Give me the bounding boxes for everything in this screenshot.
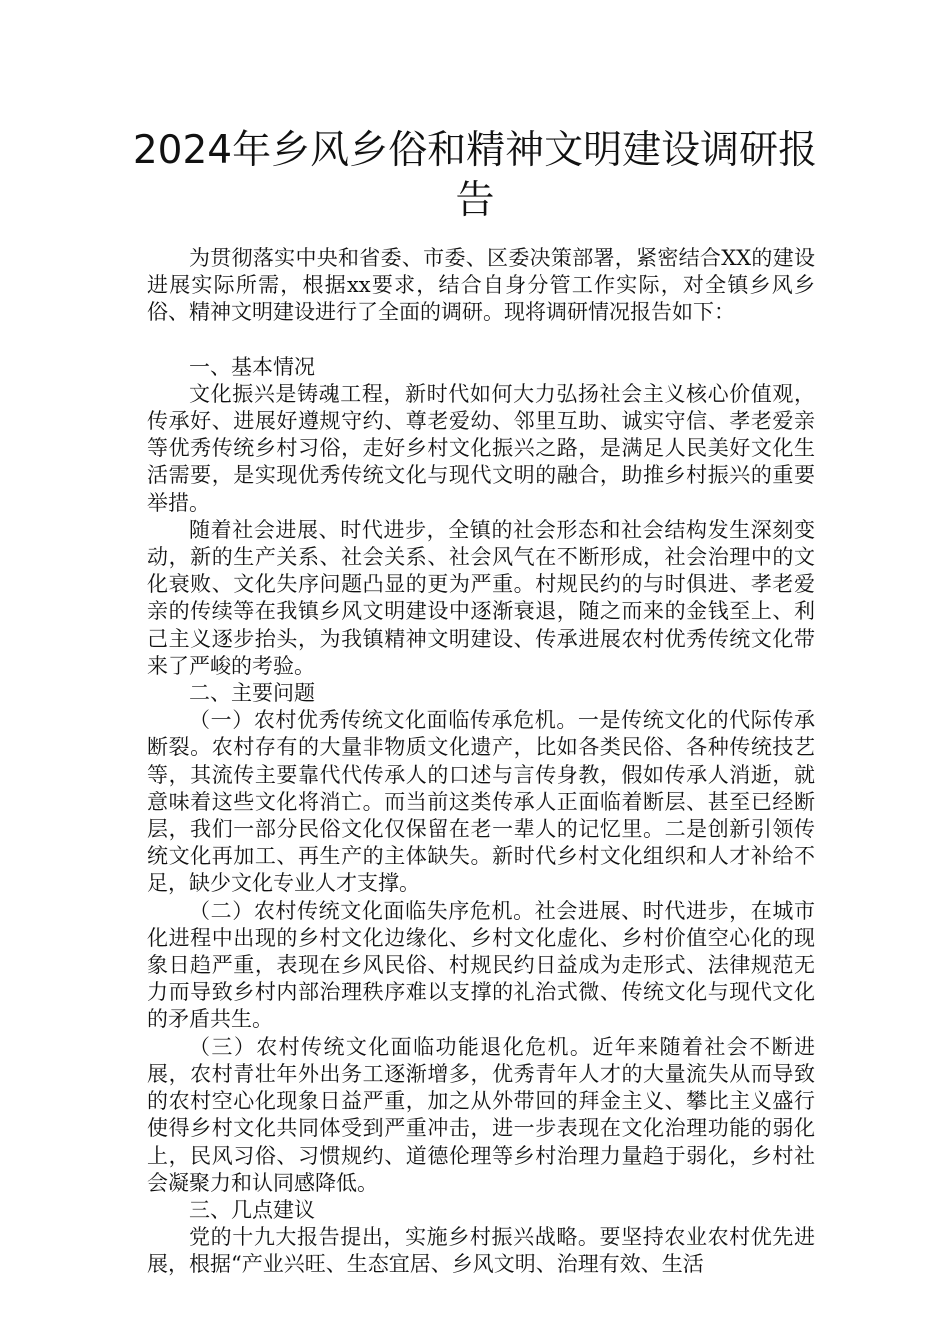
body-paragraph: 党的十九大报告提出，实施乡村振兴战略。要坚持农业农村优先进展，根据“产业兴旺、生态宜居、乡风文明、治理有效、生活: [147, 1225, 815, 1277]
document-title: 2024年乡风乡俗和精神文明建设调研报告: [132, 128, 818, 223]
section-heading-basic: 一、基本情况: [189, 354, 315, 379]
body-paragraph: （二）农村传统文化面临失序危机。社会进展、时代进步，在城市化进程中出现的乡村文化边缘化、乡村文化虚化、乡村价值空心化的现象日趋严重，表现在乡风民俗、村规民约日益成为走形式、法律规范无力而导致乡村内部治理秩序难以支撑的礼治式微、传统文化与现代文化的矛盾共生。: [147, 898, 815, 1032]
document-body: [147, 245, 815, 1279]
intro-paragraph: 为贯彻落实中央和省委、市委、区委决策部署，紧密结合XX的建设进展实际所需，根据xx要求，结合自身分管工作实际，对全镇乡风乡俗、精神文明建设进行了全面的调研。现将调研情况报告如下：: [147, 246, 815, 325]
body-paragraph: （一）农村优秀传统文化面临传承危机。一是传统文化的代际传承断裂。农村存有的大量非物质文化遗产，比如各类民俗、各种传统技艺等，其流传主要靠代代传承人的口述与言传身教，假如传承人消逝，就意味着这些文化将消亡。而当前这类传承人正面临着断层、甚至已经断层，我们一部分民俗文化仅保留在老一辈人的记忆里。二是创新引领传统文化再加工、再生产的主体缺失。新时代乡村文化组织和人才补给不足，缺少文化专业人才支撑。: [147, 708, 815, 896]
body-paragraph: 随着社会进展、时代进步，全镇的社会形态和社会结构发生深刻变动，新的生产关系、社会关系、社会风气在不断形成，社会治理中的文化衰败、文化失序问题凸显的更为严重。村规民约的与时俱进、孝老爱亲的传续等在我镇乡风文明建设中逐渐衰退，随之而来的金钱至上、利己主义逐步抬头，为我镇精神文明建设、传承进展农村优秀传统文化带来了严峻的考验。: [147, 517, 815, 678]
section-heading-suggestions: 三、几点建议: [189, 1197, 315, 1222]
section-heading-problems: 二、主要问题: [189, 681, 315, 706]
body-paragraph: 文化振兴是铸魂工程，新时代如何大力弘扬社会主义核心价值观，传承好、进展好遵规守约、尊老爱幼、邻里互助、诚实守信、孝老爱亲等优秀传统乡村习俗，走好乡村文化振兴之路，是满足人民美好文化生活需要，是实现优秀传统文化与现代文明的融合，助推乡村振兴的重要举措。: [147, 381, 815, 515]
body-paragraph: （三）农村传统文化面临功能退化危机。近年来随着社会不断进展，农村青壮年外出务工逐渐增多，优秀青年人才的大量流失从而导致的农村空心化现象日益严重，加之从外带回的拜金主义、攀比主义盛行使得乡村文化共同体受到严重冲击，进一步表现在文化治理功能的弱化上，民风习俗、习惯规约、道德伦理等乡村治理力量趋于弱化，乡村社会凝聚力和认同感降低。: [147, 1034, 815, 1195]
